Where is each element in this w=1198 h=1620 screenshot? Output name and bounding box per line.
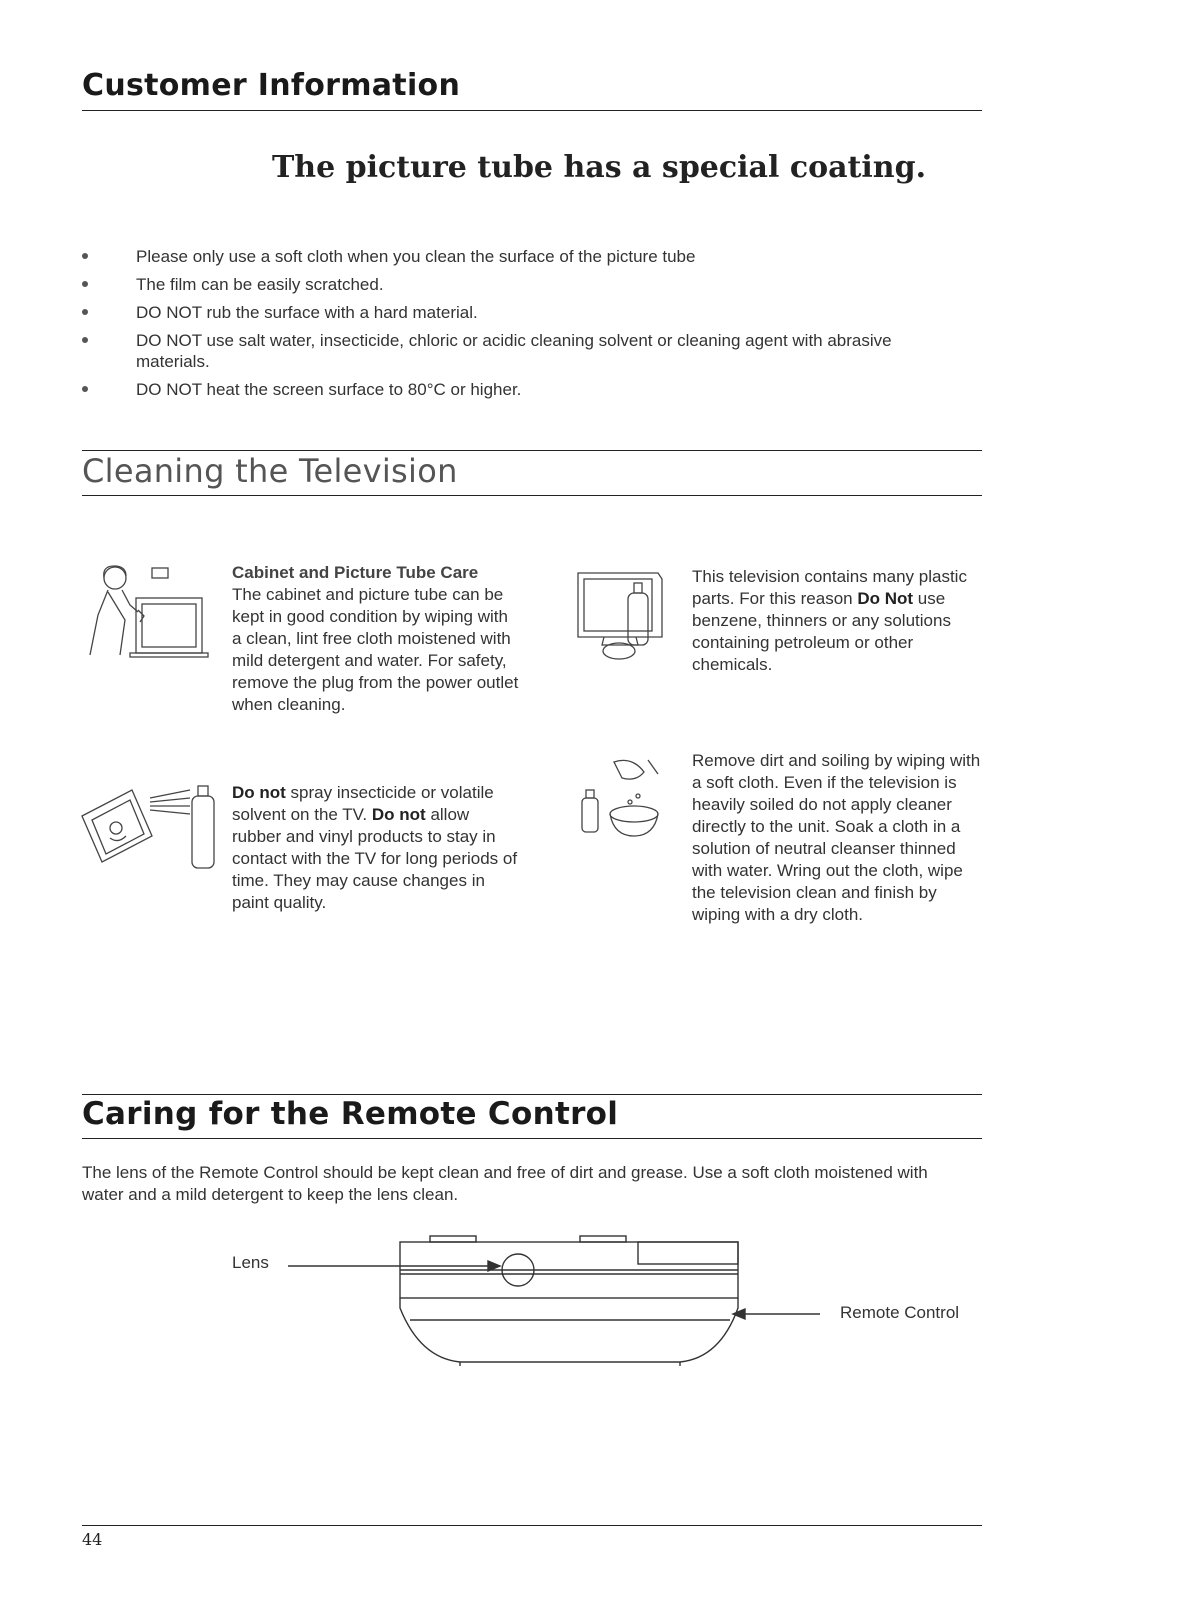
remote-control-label: Remote Control: [840, 1303, 960, 1322]
list-item: Please only use a soft cloth when you clean the surface of the picture tube: [82, 246, 942, 267]
person-wiping-tv-illustration: [80, 560, 210, 665]
divider: [82, 1138, 982, 1139]
cabinet-care-text: The cabinet and picture tube can be kept in good condition by wiping with a clean, lint free cloth moistened with mild detergent and water. For safety, remove the plug from the power outlet when cleaning.: [232, 585, 519, 714]
list-item: DO NOT use salt water, insecticide, chloric or acidic cleaning solvent or cleaning agent with abrasive materials.: [82, 330, 942, 372]
coating-bullet-list: [82, 246, 942, 407]
remote-care-text: The lens of the Remote Control should be kept clean and free of dirt and grease. Use a soft cloth moistened with water and a mild detergent to keep the lens clean.: [82, 1163, 928, 1204]
list-item: DO NOT heat the screen surface to 80°C or higher.: [82, 379, 942, 400]
cabinet-care-heading: Cabinet and Picture Tube Care: [232, 563, 479, 582]
section-title-cleaning: Cleaning the Television: [82, 452, 458, 490]
section-title-customer-information: Customer Information: [82, 68, 461, 103]
cabinet-care-block: [232, 562, 522, 716]
section-title-remote: Caring for the Remote Control: [82, 1096, 619, 1132]
list-item: DO NOT rub the surface with a hard material.: [82, 302, 942, 323]
bullet-icon: [82, 253, 88, 259]
divider: [82, 495, 982, 496]
bullet-icon: [82, 309, 88, 315]
lens-label: Lens: [232, 1253, 269, 1272]
divider: [82, 110, 982, 111]
page-number: 44: [82, 1530, 103, 1549]
bullet-icon: [82, 386, 88, 392]
spray-warning-illustration: [72, 776, 222, 876]
tv-chemicals-illustration: [574, 565, 670, 665]
divider: [82, 1094, 982, 1095]
list-item: The film can be easily scratched.: [82, 274, 942, 295]
dirt-removal-text: Remove dirt and soiling by wiping with a soft cloth. Even if the television is heavily soiled do not apply cleaner directly to the unit. Soak a cloth in a solution of neutral cleanser thinned with water. Wring out the cloth, wipe the television clean and finish by wiping with a dry cloth.: [692, 751, 981, 924]
spray-warning-text: Do not spray insecticide or volatile solvent on the TV. Do not allow rubber and vinyl products to stay in contact with the TV for long periods of time. They may cause changes in paint quality.: [232, 783, 518, 912]
bullet-icon: [82, 281, 88, 287]
remote-control-diagram: [280, 1230, 840, 1375]
bullet-icon: [82, 337, 88, 343]
cloth-bowl-illustration: [578, 752, 674, 842]
divider: [82, 450, 982, 451]
plastic-parts-text: This television contains many plastic parts. For this reason Do Not use benzene, thinners or any solutions containing petroleum or other chemicals.: [692, 567, 967, 674]
coating-subtitle: The picture tube has a special coating.: [271, 150, 927, 185]
footer-divider: [82, 1525, 982, 1526]
